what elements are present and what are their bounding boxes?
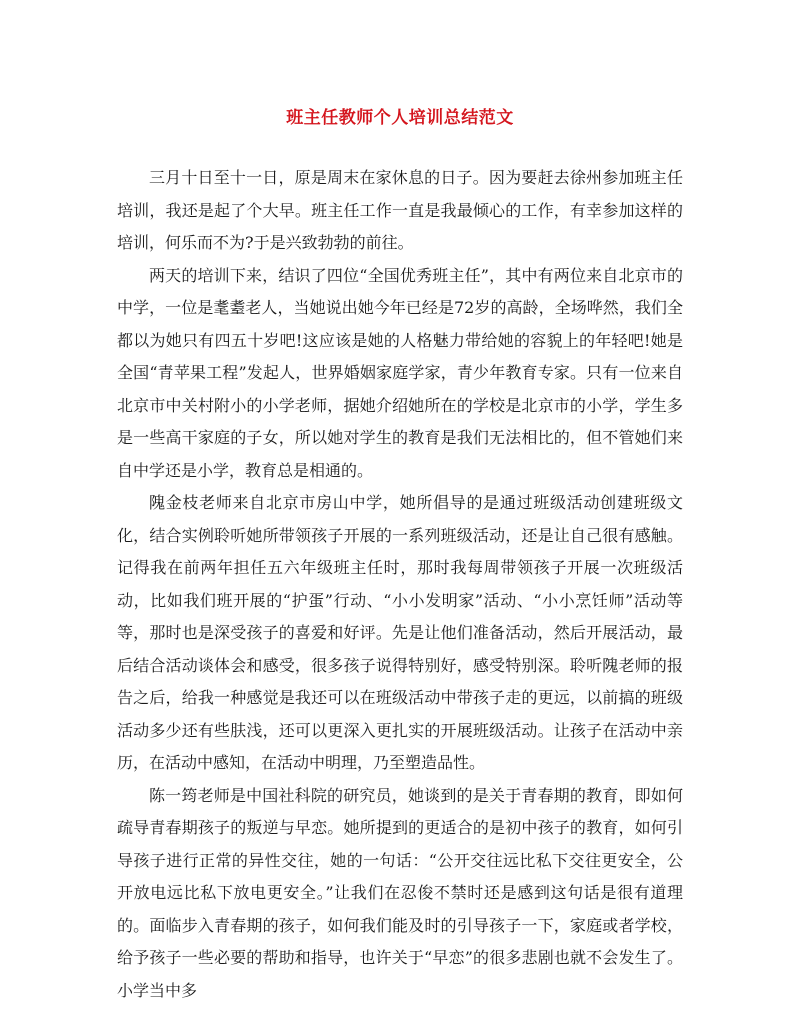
document-title: 班主任教师个人培训总结范文 [286,108,514,128]
document-body [117,162,683,1007]
paragraph-4: 陈一筠老师是中国社科院的研究员，她谈到的是关于青春期的教育，即如何疏导青春期孩子的叛逆与早恋。她所提到的更适合的是初中孩子的教育，如何引导孩子进行正常的异性交往，她的一句话：“公开交往远比私下交往更安全，公开放电远比私下放电更安全。”让我们在忍俊不禁时还是感到这句话是很有道理的。面临步入青春期的孩子，如何我们能及时的引导孩子一下，家庭或者学校，给予孩子一些必要的帮助和指导，也许关于“早恋”的很多悲剧也就不会发生了。小学当中多 [117,785,683,1000]
paragraph-2: 两天的培训下来，结识了四位“全国优秀班主任”，其中有两位来自北京市的中学，一位是耄耋老人，当她说出她今年已经是72岁的高龄，全场哗然，我们全都以为她只有四五十岁吧!这应该是她的人格魅力带给她的容貌上的年轻吧!她是全国“青苹果工程”发起人，世界婚姻家庭学家，青少年教育专家。只有一位来自北京市中关村附小的小学老师，据她介绍她所在的学校是北京市的小学，学生多是一些高干家庭的子女，所以她对学生的教育是我们无法相比的，但不管她们来自中学还是小学，教育总是相通的。 [117,265,683,480]
paragraph-1: 三月十日至十一日，原是周末在家休息的日子。因为要赶去徐州参加班主任培训，我还是起了个大早。班主任工作一直是我最倾心的工作，有幸参加这样的培训，何乐而不为?于是兴致勃勃的前往。 [117,168,683,252]
paragraph-3: 隗金枝老师来自北京市房山中学，她所倡导的是通过班级活动创建班级文化，结合实例聆听她所带领孩子开展的一系列班级活动，还是让自己很有感触。记得我在前两年担任五六年级班主任时，那时我每周带领孩子开展一次班级活动，比如我们班开展的“护蛋”行动、“小小发明家”活动、“小小烹饪师”活动等等，那时也是深受孩子的喜爱和好评。先是让他们准备活动，然后开展活动，最后结合活动谈体会和感受，很多孩子说得特别好，感受特别深。聆听隗老师的报告之后，给我一种感觉是我还可以在班级活动中带孩子走的更远，以前搞的班级活动多少还有些肤浅，还可以更深入更扎实的开展班级活动。让孩子在活动中亲历，在活动中感知，在活动中明理，乃至塑造品性。 [117,493,683,772]
